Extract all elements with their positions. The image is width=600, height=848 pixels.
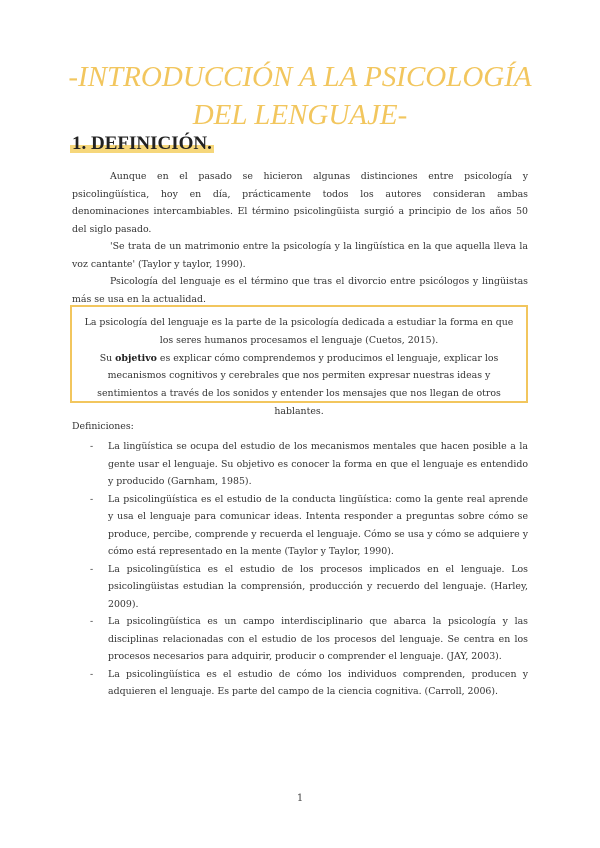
bullet-dash: - [90,616,94,627]
document-title [40,58,560,134]
bullet-dash: - [90,441,94,452]
definitions-label: Definiciones: [72,421,134,432]
title-line-2: DEL LENGUAJE- [192,99,408,131]
callout-rest: es explicar cómo comprendemos y producimos el lenguaje, explicar los mecanismos cognitivos y cerebrales que nos permiten expresar nuestras ideas y sentimientos a través de los sonidos y entender los mensajes que nos llegan de otros hablantes. [97,352,501,417]
list-item [72,561,528,614]
intro-paragraph: Psicología del lenguaje es el término que tras el divorcio entre psicólogos y lingüistas más se usa en la actualidad. [72,276,528,305]
intro-paragraph: Aunque en el pasado se hicieron algunas distinciones entre psicología y psicolingüística, hoy en día, prácticamente todos los autores consideran ambas denominaciones intercambiables. El término psicolingüista surgió a principio de los años 50 del siglo pasado. [72,171,528,235]
definition-callout-box [70,305,528,417]
definitions-list [72,438,528,701]
list-item [72,613,528,666]
list-item [72,666,528,701]
bullet-dash: - [90,668,94,680]
intro-paragraph: 'Se trata de un matrimonio entre la psicología y la lingüística en la que aquella lleva la voz cantante' (Taylor y taylor, 1990). [72,241,528,270]
page-number: 1 [296,793,304,804]
title-line-1: -INTRODUCCIÓN A LA PSICOLOGÍA [68,61,532,93]
bullet-dash: - [90,493,94,505]
section-heading: 1. DEFINICIÓN. [72,133,212,154]
list-item-text: La lingüística se ocupa del estudio de los mecanismos mentales que hacen posible a la gente usar el lenguaje. Su objetivo es conocer la forma en que el lenguaje es entendido y producido (Garnham, 1985). [108,441,528,487]
list-item-text: La psicolingüística es un campo interdisciplinario que abarca la psicología y las disciplinas relacionadas con el estudio de los procesos del lenguaje. Se centra en los procesos necesarios para adquirir, producir o comprender el lenguaje. (JAY, 2003). [108,616,528,662]
callout-keyword: objetivo [115,352,157,364]
callout-prefix: Su [99,352,113,364]
list-item [72,438,528,491]
list-item-text: La psicolingüística es el estudio de la conducta lingüística: como la gente real aprende y usa el lenguaje para comunicar ideas. Intenta responder a preguntas sobre cómo se produce, percibe, comprende y recuerda el lenguaje. Cómo se usa y cómo se adquiere y cómo está representado en la mente (Taylor y Taylor, 1990). [108,493,528,557]
bullet-dash: - [90,563,94,575]
list-item-text: La psicolingüística es el estudio de cómo los individuos comprenden, producen y adquieren el lenguaje. Es parte del campo de la ciencia cognitiva. (Carroll, 2006). [108,668,528,697]
callout-objective [82,350,516,421]
intro-text [72,168,528,308]
list-item-text: La psicolingüística es el estudio de los procesos implicados en el lenguaje. Los psicolingüistas estudian la comprensión, producción y recuerdo del lenguaje. (Harley, 2009). [108,563,528,610]
callout-definition: La psicología del lenguaje es la parte de la psicología dedicada a estudiar la forma en que los seres humanos procesamos el lenguaje (Cuetos, 2015). [84,317,514,346]
list-item [72,491,528,561]
